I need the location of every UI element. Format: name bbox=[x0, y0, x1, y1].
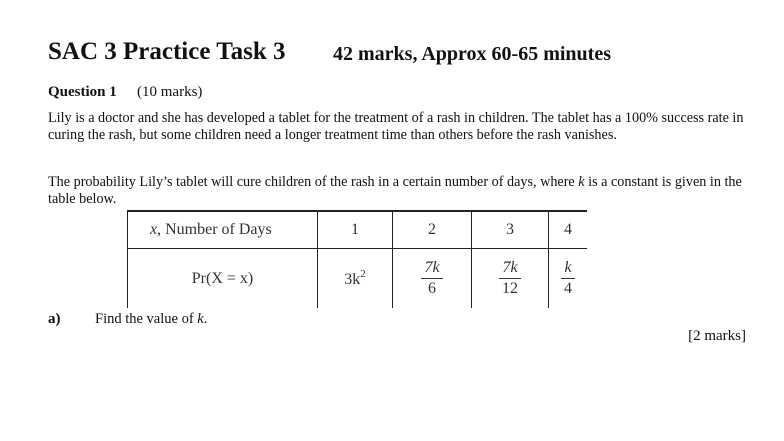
part-a-variable: k bbox=[197, 311, 204, 327]
prob-2-denominator: 6 bbox=[427, 280, 436, 297]
day-cell-2: 2 bbox=[393, 211, 472, 249]
page-title: SAC 3 Practice Task 3 bbox=[48, 38, 286, 65]
prob-3-numerator: 7k bbox=[499, 258, 521, 279]
paragraph-2-text-b: is a constant is given in the table below. bbox=[48, 174, 742, 207]
question-paragraph-1: Lily is a doctor and she has developed a tablet for the treatment of a rash in children. The tablet has a 100% success rate in curing the rash, but some children need a longer treatment time than others before the rash vanishes. bbox=[48, 110, 744, 143]
part-a-text-b: . bbox=[203, 311, 208, 327]
prob-3-fraction bbox=[499, 258, 521, 299]
page-subtitle: 42 marks, Approx 60-65 minutes bbox=[333, 43, 611, 65]
prob-cell-1 bbox=[318, 249, 393, 309]
part-a-label: a) bbox=[48, 311, 61, 327]
part-a-marks: [2 marks] bbox=[688, 328, 746, 344]
question-marks: (10 marks) bbox=[137, 84, 203, 100]
prob-cell-2 bbox=[393, 249, 472, 309]
prob-4-denominator: 4 bbox=[564, 280, 572, 297]
table-probability-row bbox=[128, 249, 588, 309]
probability-table bbox=[127, 210, 587, 308]
row-label-cell: Pr(X = x) bbox=[128, 249, 318, 309]
part-a-question bbox=[95, 311, 207, 328]
header-label-text: , Number of Days bbox=[157, 221, 272, 238]
prob-cell-4 bbox=[549, 249, 588, 309]
prob-cell-3 bbox=[472, 249, 549, 309]
table-header-row bbox=[128, 211, 588, 249]
day-cell-3: 3 bbox=[472, 211, 549, 249]
part-a-text-a: Find the value of bbox=[95, 311, 198, 327]
prob-4-fraction bbox=[561, 258, 575, 299]
header-variable: x bbox=[150, 221, 158, 238]
day-cell-1: 1 bbox=[318, 211, 393, 249]
day-cell-4: 4 bbox=[549, 211, 588, 249]
prob-4-numerator: k bbox=[561, 258, 575, 279]
header-label-cell bbox=[128, 211, 318, 249]
question-paragraph-2 bbox=[48, 174, 748, 208]
paragraph-2-text-a: The probability Lily’s tablet will cure children of the rash in a certain number of days, where bbox=[48, 174, 579, 190]
prob-1-exponent: 2 bbox=[360, 268, 366, 280]
paragraph-2-variable: k bbox=[578, 174, 585, 190]
prob-1-coefficient: 3k bbox=[344, 271, 361, 288]
question-label: Question 1 bbox=[48, 84, 117, 100]
prob-2-fraction bbox=[421, 258, 442, 299]
prob-3-denominator: 12 bbox=[502, 280, 518, 297]
prob-2-numerator: 7k bbox=[421, 258, 442, 279]
